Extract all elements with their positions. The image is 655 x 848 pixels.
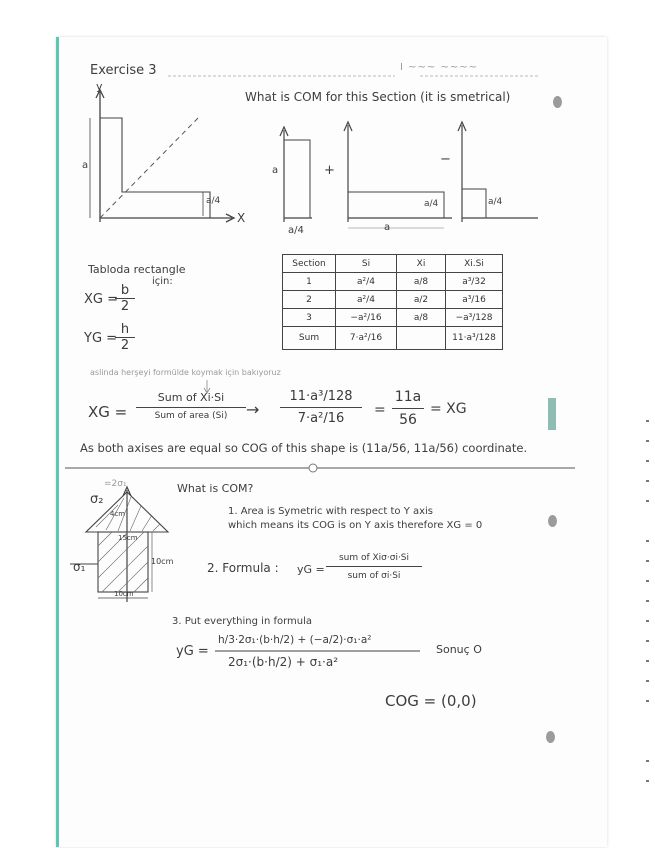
table-cell: −a²/16 xyxy=(336,309,397,327)
table-cell: 11·a³/128 xyxy=(446,327,503,350)
step3-lhs: yG = xyxy=(176,644,209,659)
dim-10cm-right-label: 10cm xyxy=(151,557,174,566)
table-row xyxy=(283,291,503,309)
section-question: What is COM for this Section (it is smetrical) xyxy=(245,90,511,104)
fig2-a-label: a xyxy=(272,165,279,176)
step3-denominator: 2σ₁·(b·h/2) + σ₁·a² xyxy=(228,655,339,669)
formula1-fraction2 xyxy=(280,389,362,426)
yg-numerator: h xyxy=(115,322,135,338)
table-cell: a/2 xyxy=(397,291,446,309)
header-scribble: I ~~~ ~~~~ xyxy=(400,62,478,73)
formula1-numerator: Sum of Xi·Si xyxy=(136,391,246,408)
fig1-x-axis-label: X xyxy=(237,211,246,225)
xg-denominator: 2 xyxy=(120,299,130,314)
fig2-a4-right2-label: a/4 xyxy=(488,197,503,207)
step2-fraction xyxy=(326,553,422,581)
fig1-y-axis-label: y xyxy=(96,80,103,93)
yg-denominator: 2 xyxy=(120,338,130,353)
step2-lhs: yG = xyxy=(297,563,325,576)
table-cell: Sum xyxy=(283,327,336,350)
formula1-denominator2: 7·a²/16 xyxy=(297,411,345,426)
formula1-result: = XG xyxy=(430,401,467,417)
xg-fraction xyxy=(115,283,135,314)
fig1-a4-label: a/4 xyxy=(206,196,221,206)
table-cell xyxy=(397,327,446,350)
step3-numerator: h/3·2σ₁·(b·h/2) + (−a/2)·σ₁·a² xyxy=(218,634,372,646)
table-cell: 3 xyxy=(283,309,336,327)
table-cell: a/8 xyxy=(397,309,446,327)
step2-label: 2. Formula : xyxy=(207,561,279,575)
fig2-a4-right1-label: a/4 xyxy=(424,199,439,209)
table-cell: 1 xyxy=(283,273,336,291)
table-cell: 2 xyxy=(283,291,336,309)
sigma1-label: σ₁ xyxy=(73,560,86,574)
table-cell: a³/32 xyxy=(446,273,503,291)
section-table xyxy=(282,254,503,350)
fig2-plus-sign: + xyxy=(324,163,335,178)
formula1-arrow: → xyxy=(246,400,260,419)
tabloda-line1: Tabloda rectangle xyxy=(88,263,186,276)
table-header: Xi.Si xyxy=(446,255,503,273)
dim-4cm-label: 4cm xyxy=(110,510,126,518)
table-cell: a³/16 xyxy=(446,291,503,309)
fig2-a-bottom-label: a xyxy=(384,222,391,233)
table-header: Section xyxy=(283,255,336,273)
decomposition-figure xyxy=(280,122,538,228)
formula1-lhs: XG = xyxy=(88,403,128,421)
yg-lhs: YG = xyxy=(84,331,118,346)
final-result: COG = (0,0) xyxy=(385,692,477,710)
table-cell: a²/4 xyxy=(336,273,397,291)
xg-lhs: XG = xyxy=(84,292,119,307)
dim-15cm-label: 15cm xyxy=(118,534,138,542)
table-cell: 7·a²/16 xyxy=(336,327,397,350)
table-header: Xi xyxy=(397,255,446,273)
exercise-title: Exercise 3 xyxy=(90,63,157,78)
sigma2-note: =2σ₁ xyxy=(104,479,127,489)
yg-fraction xyxy=(115,322,135,353)
step1-line1: 1. Area is Symetric with respect to Y axis xyxy=(228,506,434,517)
table-header: Si xyxy=(336,255,397,273)
step2-denominator: sum of σi·Si xyxy=(347,571,401,581)
pencil-note: aslinda herşeyi formülde koymak için bakıyoruz xyxy=(90,368,281,377)
fig1-a-label: a xyxy=(82,160,89,171)
fig2-minus-sign: − xyxy=(440,152,451,167)
step3-label: 3. Put everything in formula xyxy=(172,616,313,627)
table-cell: −a³/128 xyxy=(446,309,503,327)
formula1-denominator3: 56 xyxy=(399,412,417,428)
formula1-equals: = xyxy=(374,402,386,418)
formula1-fraction xyxy=(136,391,246,421)
part2-question: What is COM? xyxy=(177,482,254,495)
table-cell: a/8 xyxy=(397,273,446,291)
table-row xyxy=(283,273,503,291)
xg-numerator: b xyxy=(115,283,135,299)
sonuc-label: Sonuç O xyxy=(436,643,482,656)
formula1-numerator3: 11a xyxy=(392,389,424,409)
formula1-numerator2: 11·a³/128 xyxy=(280,389,362,408)
table-cell: a²/4 xyxy=(336,291,397,309)
formula1-denominator: Sum of area (Si) xyxy=(154,411,228,421)
fig2-a4-bottom-label: a/4 xyxy=(288,225,304,236)
step1-line2: which means its COG is on Y axis therefore XG = 0 xyxy=(228,520,483,531)
step2-numerator: sum of Xiσ·σi·Si xyxy=(326,553,422,567)
table-sum-row xyxy=(283,327,503,350)
table-row xyxy=(283,309,503,327)
house-figure xyxy=(70,487,168,602)
sigma2-label: σ₂ xyxy=(90,492,104,507)
formula1-fraction3 xyxy=(392,389,424,428)
table-header-row xyxy=(283,255,503,273)
dim-10cm-bottom-label: 10cm xyxy=(114,590,134,598)
conclusion-sentence: As both axises are equal so COG of this shape is (11a/56, 11a/56) coordinate. xyxy=(80,441,528,455)
tabloda-line2: için: xyxy=(152,276,173,287)
